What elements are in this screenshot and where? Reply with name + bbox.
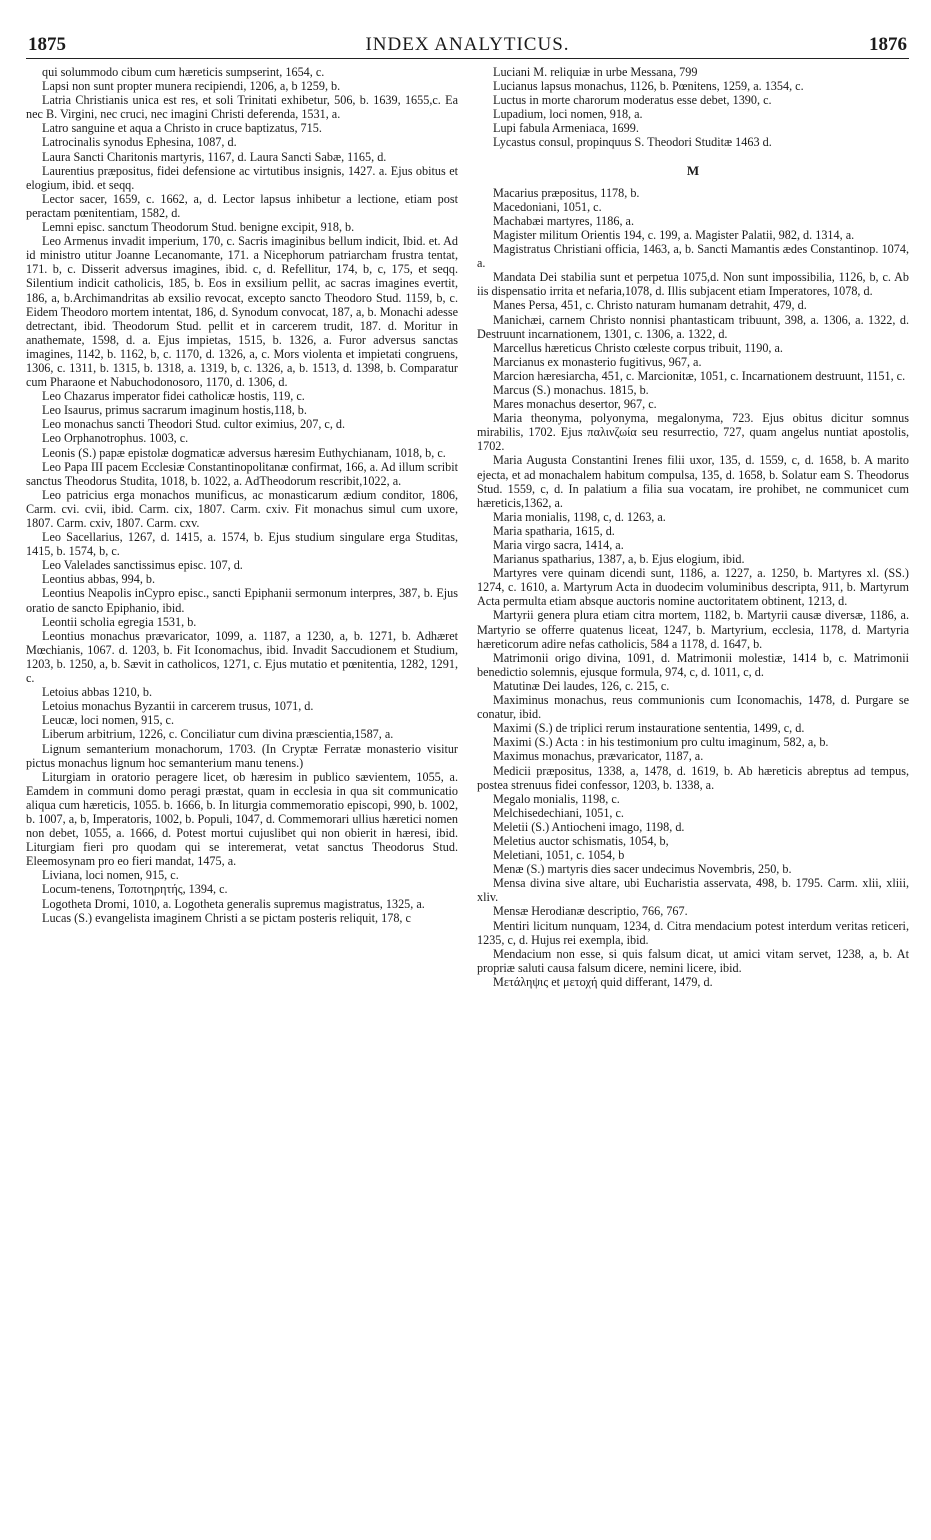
index-entry: Mensa divina sive altare, ubi Eucharistia asservata, 498, b. 1795. Carm. xlii, xliii, xliv. xyxy=(477,876,909,905)
index-entry: Machabæi martyres, 1186, a. xyxy=(493,213,635,228)
index-entry: Mentiri licitum nunquam, 1234, d. Citra mendacium potest interdum veritas reticeri, 1235, c, d. Hujus rei exempla, ibid. xyxy=(477,918,909,947)
index-entry: Luctus in morte charorum moderatus esse debet, 1390, c. xyxy=(493,93,772,108)
right-column-l-entries xyxy=(477,65,909,150)
section-letter-heading: M xyxy=(686,162,700,178)
index-entry: Meletius auctor schismatis, 1054, b, xyxy=(493,833,669,848)
index-entry: Maximus monachus, prævaricator, 1187, a. xyxy=(493,749,704,764)
index-entry: Marianus spatharius, 1387, a, b. Ejus elogium, ibid. xyxy=(493,552,745,567)
index-entry: Meletii (S.) Antiocheni imago, 1198, d. xyxy=(493,819,685,834)
index-entry: Macarius præpositus, 1178, b. xyxy=(493,185,640,200)
right-page-number: 1876 xyxy=(869,34,907,55)
index-entry: Leo Papa III pacem Ecclesiæ Constantinopolitanæ confirmat, 166, a. Ad illum scribit sanctus Theodorus Studita, 1018, b. 1022, a. AdTheodorum rescribit,1022, a. xyxy=(26,459,458,488)
running-title: INDEX ANALYTICUS. xyxy=(365,34,570,55)
index-entry: Maximi (S.) Acta : in his testimonium pro cultu imaginum, 582, a, b. xyxy=(493,735,829,750)
index-entry: Medicii præpositus, 1338, a, 1478, d. 1619, b. Ab hæreticis abreptus ad tempus, postea strenuus fidei confessor, 1203, b. 1338, a. xyxy=(477,763,909,792)
index-entry: Laura Sancti Charitonis martyris, 1167, d. Laura Sancti Sabæ, 1165, d. xyxy=(42,149,387,164)
index-entry: Maria spatharia, 1615, d. xyxy=(493,523,615,538)
index-entry: Leo patricius erga monachos munificus, ac monasticarum ædium conditor, 1806, Carm. cvi. cvii, ibid. Carm. cix, 1807. Carm. cxiv. Fit monachus simul cum uxore, 1807. Carm. cxiv, 1807. Carm. cxv. xyxy=(26,487,458,530)
index-entry: Maria monialis, 1198, c, d. 1263, a. xyxy=(493,509,666,524)
index-entry: Latrocinalis synodus Ephesina, 1087, d. xyxy=(42,135,237,150)
index-entry: Lignum semanterium monachorum, 1703. (In Cryptæ Ferratæ monasterio visitur pictus monachus lignum hoc semanterium manu tenens.) xyxy=(26,741,458,770)
index-entry: Lucianus lapsus monachus, 1126, b. Pœnitens, 1259, a. 1354, c. xyxy=(493,79,804,94)
index-entry: Leo Sacellarius, 1267, d. 1415, a. 1574, b. Ejus studium singulare erga Studitas, 1415, b. 1574, b, c. xyxy=(26,530,458,559)
index-entry: Leo Valelades sanctissimus episc. 107, d. xyxy=(42,558,243,573)
index-entry: Megalo monialis, 1198, c. xyxy=(493,791,620,806)
index-entry: Magistratus Christiani officia, 1463, a, b. Sancti Mamantis ædes Constantinop. 1074, a. xyxy=(477,242,909,271)
index-entry: Maria virgo sacra, 1414, a. xyxy=(493,538,624,552)
index-entry: Martyrii genera plura etiam citra mortem, 1182, b. Martyrii causæ diversæ, 1186, a. Martyrio se offerre quatenus liceat, 1247, b. Martyrium, ecclesia, 1178, d. Martyria hæreticorum adire nefas catholicis, 584 a 1178, d. 1647, b. xyxy=(477,608,909,651)
index-entry: Letoius abbas 1210, b. xyxy=(42,685,153,700)
index-entry: Lapsi non sunt propter munera recipiendi, 1206, a, b 1259, b. xyxy=(42,79,341,94)
index-entry: Locum-tenens, Τοποτηρητής, 1394, c. xyxy=(42,882,228,897)
index-entry: Leontius abbas, 994, b. xyxy=(42,572,156,587)
index-entry: Luciani M. reliquiæ in urbe Messana, 799 xyxy=(493,65,698,79)
index-entry: Μετάληψις et μετοχή quid differant, 1479, d. xyxy=(493,974,713,989)
page-header xyxy=(26,30,909,59)
index-entry: Manichæi, carnem Christo nonnisi phantasticam tribuunt, 398, a. 1306, a. 1322, d. Destruunt incarnationem, 1301, c. 1306, a. 1322, d. xyxy=(477,312,909,341)
index-entry: Liberum arbitrium, 1226, c. Conciliatur cum divina præscientia,1587, a. xyxy=(42,727,394,742)
index-entry: Lemni episc. sanctum Theodorum Stud. benigne excipit, 918, b. xyxy=(42,220,355,235)
index-entry: Matrimonii origo divina, 1091, d. Matrimonii molestiæ, 1414 b, c. Matrimonii benedictio solemnis, ejusque formula, 974, c, d. 1011, c, d. xyxy=(477,650,909,679)
index-entry: Martyres vere quinam dicendi sunt, 1186, a. 1227, a. 1250, b. Martyres xl. (SS.) 1274, c. 1610, a. Martyrum Acta in duodecim voluminibus descripta, 911, b. Martyrum Acta permulta etiam absque auctoris nomine auctoritatem obtinent, 1213, d. xyxy=(477,566,909,609)
index-entry: Marcellus hæreticus Christo cœleste corpus tribuit, 1190, a. xyxy=(493,340,783,355)
index-entry: Logotheta Dromi, 1010, a. Logotheta generalis supremus magistratus, 1325, a. xyxy=(42,896,425,911)
index-entry: Leo Chazarus imperator fidei catholicæ hostis, 119, c. xyxy=(42,389,305,404)
index-entry: Liviana, loci nomen, 915, c. xyxy=(42,868,179,883)
index-entry: Leontius monachus prævaricator, 1099, a. 1187, a 1230, a, b. 1271, b. Adhæret Mœchianis, 1067. d. 1203, b. Fit Iconomachus, ibid. Invadit Saccudionem et Studium, 1203, b. 1250, a, b. Sævit in catholicos, 1271, c. Ejus mutatio et pœnitentia, 1282, 1291, c. xyxy=(26,628,458,686)
right-column-m-entries xyxy=(477,186,909,989)
index-entry: Maximinus monachus, reus communionis cum Iconomachis, 1478, d. Purgare se conatur, ibid. xyxy=(477,693,909,722)
index-entry: Maria Augusta Constantini Irenes filii uxor, 135, d. 1559, c, d. 1658, b. A marito ejecta, et ad monachalem habitum compulsa, 135, d. 1658, b. Solatur eam S. Theodorus Stud. 1559, c, d. In palatium a filia sua vocatam, ire prohibet, ne communicet cum hæreticis,1362, a. xyxy=(477,453,909,510)
index-entry: Mandata Dei stabilia sunt et perpetua 1075,d. Non sunt impossibilia, 1126, b, c. Ab iis dispensatio irrita et nefaria,1078, d. Illis subjacent etiam Imperatores, 1078, d. xyxy=(477,270,909,299)
index-entry: Leontii scholia egregia 1531, b. xyxy=(42,614,197,629)
index-entry: Leo Armenus invadit imperium, 170, c. Sacris imaginibus bellum indicit, Ibid. et. Ad id ministro utitur Joanne Lecanomante, 171. a Nicephorum patriarcham frustra tentat, 171. b, c. Disserit adversus imagines, ibid. c, d. Refellitur, 174, b, c, 175, et seqq. Silentium indicit catholicis, 185, b. Eos in exsilium pellit, ac sacras imagines evertit, 186, a, b.Archimandritas ab exsilio revocat, excepto sancto Theodoro Stud. 1159, b, c. Eidem Theodoro mortem intentat, 186, d. Synodum convocat, 187, a, b. Monachi adesse detrectant, ibid. Theodorum Stud. pellit et in carcerem trudit, 187. d. Moritur in anathemate, 1598, d. a. Ejus impietas, 1515, b. 1326, a. Furor adversus sanctas imagines, 1142, b. 1162, b, c. 1170, d. 1326, a, c. Mors violenta et impietati congruens, 1306, c. 1311, b. 1315, b. 1318, a. 1319, b, c. 1326, a, b. 1513, d. 1398, b. Comparatur cum Pharaone et Nabuchodonosoro, 1170, d. 1306, d. xyxy=(26,234,458,390)
index-entry: Mensæ Herodianæ descriptio, 766, 767. xyxy=(493,904,688,919)
index-entry: Manes Persa, 451, c. Christo naturam humanam detrahit, 479, d. xyxy=(493,298,807,313)
index-entry: Menæ (S.) martyris dies sacer undecimus Novembris, 250, b. xyxy=(493,862,792,877)
index-entry: Marcianus ex monasterio fugitivus, 967, a. xyxy=(493,354,702,369)
index-entry: Meletiani, 1051, c. 1054, b xyxy=(493,848,625,863)
index-entry: Melchisedechiani, 1051, c. xyxy=(493,805,624,820)
index-entry: qui solummodo cibum cum hæreticis sumpserint, 1654, c. xyxy=(42,65,325,79)
left-page-number: 1875 xyxy=(28,34,66,55)
index-entry: Mares monachus desertor, 967, c. xyxy=(493,397,657,412)
index-entry: Lupadium, loci nomen, 918, a. xyxy=(493,107,643,122)
two-column-body xyxy=(26,65,909,989)
index-entry: Liturgiam in oratorio peragere licet, ob hæresim in publico sævientem, 1055, a. Eamdem in communi domo peragi præstat, quam in ecclesia in qua sit communicatio aliqua cum hæreticis, 1055. b. 1666, b. In liturgia commemoratio episcopi, 990, b. 1002, b. 1007, a, b, Imperatoris, 1002, b. Populi, 1047, d. Commemorari ullius hæretici nomen non debet, 1055, a. 1666, d. Potest mortui cujuslibet qui non obierit in hæresi, ibid. Liturgiam fieri pro quodam qui se interemerat, vetat sanctus Theodorus Stud. Eleemosynam pro eo fieri mandat, 1475, a. xyxy=(26,769,458,869)
index-entry: Latro sanguine et aqua a Christo in cruce baptizatus, 715. xyxy=(42,121,322,136)
index-entry: Letoius monachus Byzantii in carcerem trusus, 1071, d. xyxy=(42,699,314,714)
index-entry: Lycastus consul, propinquus S. Theodori Studitæ 1463 d. xyxy=(493,135,772,150)
index-entry: Macedoniani, 1051, c. xyxy=(493,199,602,214)
index-entry: Lector sacer, 1659, c. 1662, a, d. Lector lapsus inhibetur a lectione, etiam post peractam pœnitentiam, 1582, d. xyxy=(26,191,458,220)
index-entry: Marcion hæresiarcha, 451, c. Marcionitæ, 1051, c. Incarnationem destruunt, 1151, c. xyxy=(493,368,906,383)
index-entry: Latria Christianis unica est res, et soli Trinitati exhibetur, 506, b. 1639, 1655,c. Ea nec B. Virgini, nec cruci, nec imagini Christi deferenda, 1531, a. xyxy=(26,93,458,122)
left-column xyxy=(26,65,458,989)
index-entry: Lupi fabula Armeniaca, 1699. xyxy=(493,121,639,136)
index-entry: Leucæ, loci nomen, 915, c. xyxy=(42,713,174,728)
index-entry: Matutinæ Dei laudes, 126, c. 215, c. xyxy=(493,678,670,693)
index-entry: Mendacium non esse, si quis falsum dicat, ut amici vitam servet, 1238, a, b. At propriæ saluti causa falsum dicere, nemini licere, ibid. xyxy=(477,946,909,975)
index-entry: Maximi (S.) de triplici rerum instauratione sententia, 1499, c, d. xyxy=(493,721,805,736)
right-column xyxy=(477,65,909,989)
index-entry: Leo Isaurus, primus sacrarum imaginum hostis,118, b. xyxy=(42,403,307,418)
index-entry: Leonis (S.) papæ epistolæ dogmaticæ adversus hæresim Euthychianam, 1018, b, c. xyxy=(42,445,446,460)
index-entry: Lucas (S.) evangelista imaginem Christi a se pictam posteris reliquit, 178, c xyxy=(42,910,411,925)
index-entry: Leo Orphanotrophus. 1003, c. xyxy=(42,431,189,446)
index-entry: Magister militum Orientis 194, c. 199, a. Magister Palatii, 982, d. 1314, a. xyxy=(493,227,855,242)
index-entry: Marcus (S.) monachus. 1815, b. xyxy=(493,382,649,397)
index-entry: Leo monachus sancti Theodori Stud. cultor eximius, 207, c, d. xyxy=(42,417,346,432)
index-entry: Maria theonyma, polyonyma, megalonyma, 723. Ejus obitus dicitur somnus mirabilis, 1702. Ejus παλινζωία seu resurrectio, 727, quam angelus nuntiat apostolis, 1702. xyxy=(477,411,909,454)
index-entry: Leontius Neapolis inCypro episc., sancti Epiphanii sermonum interpres, 387, b. Ejus oratio de sancto Epiphanio, ibid. xyxy=(26,586,458,615)
index-entry: Laurentius præpositus, fidei defensione ac virtutibus insignis, 1427. a. Ejus obitus et elogium, ibid. et seqq. xyxy=(26,163,458,192)
